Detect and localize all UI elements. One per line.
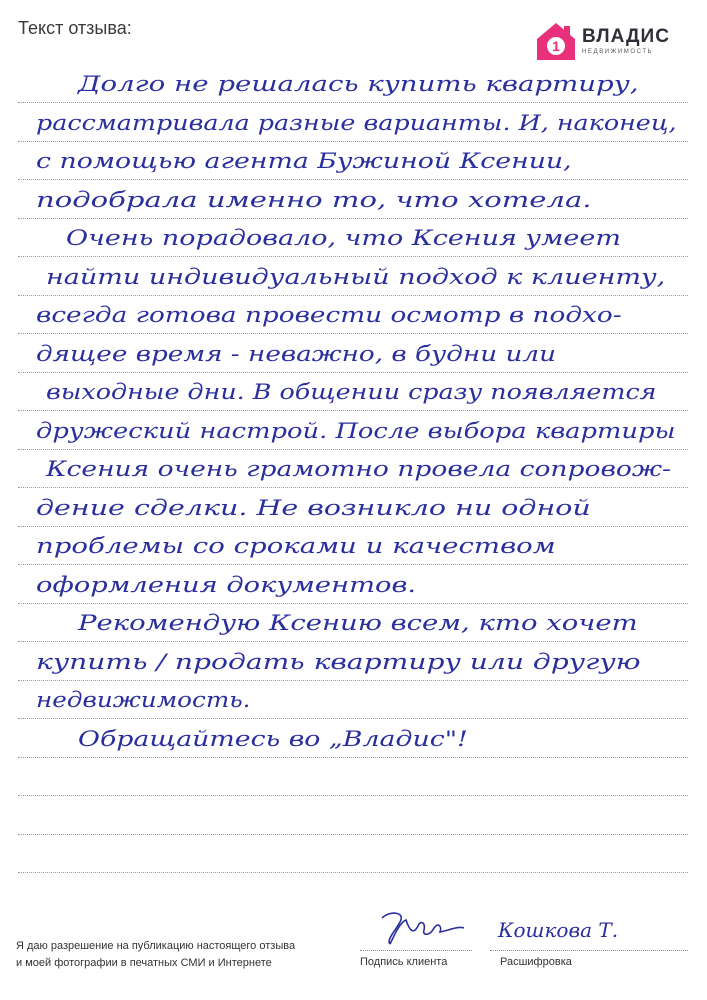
review-text-line: Долго не решалась купить квартиру,: [78, 72, 639, 96]
review-lined-area: [18, 0, 688, 1000]
ruled-line: [18, 641, 688, 642]
review-text-line: недвижимость.: [36, 688, 251, 712]
review-text-line: оформления документов.: [36, 572, 417, 597]
logo-name: ВЛАДИС: [582, 26, 670, 47]
ruled-line: [18, 564, 688, 565]
review-text-line: выходные дни. В общении сразу появляется: [46, 380, 657, 404]
review-text-line: рассматривала разные варианты. И, наконец,: [36, 110, 677, 135]
ruled-line: [18, 487, 688, 488]
consent-text: [16, 938, 295, 972]
decoding-line: [490, 950, 688, 951]
ruled-line: [18, 372, 688, 373]
ruled-line: [18, 410, 688, 411]
review-text-line: найти индивидуальный подход к клиенту,: [46, 264, 666, 289]
ruled-line: [18, 603, 688, 604]
review-text-line: подобрала именно то, что хотела.: [36, 187, 592, 212]
ruled-line: [18, 834, 688, 835]
logo-digit: 1: [552, 38, 560, 54]
client-signature-mark: [360, 900, 472, 950]
ruled-line: [18, 179, 688, 180]
ruled-line: [18, 526, 688, 527]
review-text-line: Очень порадовало, что Ксения умеет: [66, 226, 621, 250]
signature-caption: Подпись клиента: [360, 956, 448, 968]
review-text-line: проблемы со сроками и качеством: [36, 534, 556, 558]
decoding-handwritten: Кошкова Т.: [498, 918, 619, 942]
review-text-line: дящее время - неважно, в будни или: [36, 341, 556, 366]
ruled-line: [18, 295, 688, 296]
ruled-line: [18, 218, 688, 219]
review-text-line: Рекомендую Ксению всем, кто хочет: [78, 611, 638, 635]
ruled-line: [18, 872, 688, 873]
logo-tagline: НЕДВИЖИМОСТЬ: [582, 49, 654, 55]
decoding-caption: Расшифровка: [500, 956, 572, 968]
ruled-line: [18, 757, 688, 758]
ruled-line: [18, 333, 688, 334]
ruled-line: [18, 795, 688, 796]
review-text-line: всегда готова провести осмотр в подхо-: [36, 303, 622, 327]
ruled-line: [18, 141, 688, 142]
ruled-line: [18, 718, 688, 719]
consent-line-1: Я даю разрешение на публикацию настоящего отзыва: [16, 940, 296, 952]
review-text-line: с помощью агента Бужиной Ксении,: [36, 149, 572, 173]
consent-line-2: и моей фотографии в печатных СМИ и Интернете: [16, 957, 272, 969]
review-text-line: Обращайтесь во „Владис"!: [78, 726, 468, 751]
signature-line: [360, 950, 472, 951]
ruled-line: [18, 102, 688, 103]
review-text-line: дение сделки. Не возникло ни одной: [36, 495, 591, 520]
ruled-line: [18, 449, 688, 450]
review-text-line: купить / продать квартиру или другую: [36, 649, 641, 674]
review-text-line: Ксения очень грамотно провела сопровож-: [46, 457, 671, 481]
ruled-line: [18, 680, 688, 681]
review-text-line: дружеский настрой. После выбора квартиры: [36, 418, 676, 443]
form-title: Текст отзыва:: [18, 18, 132, 38]
ruled-line: [18, 256, 688, 257]
